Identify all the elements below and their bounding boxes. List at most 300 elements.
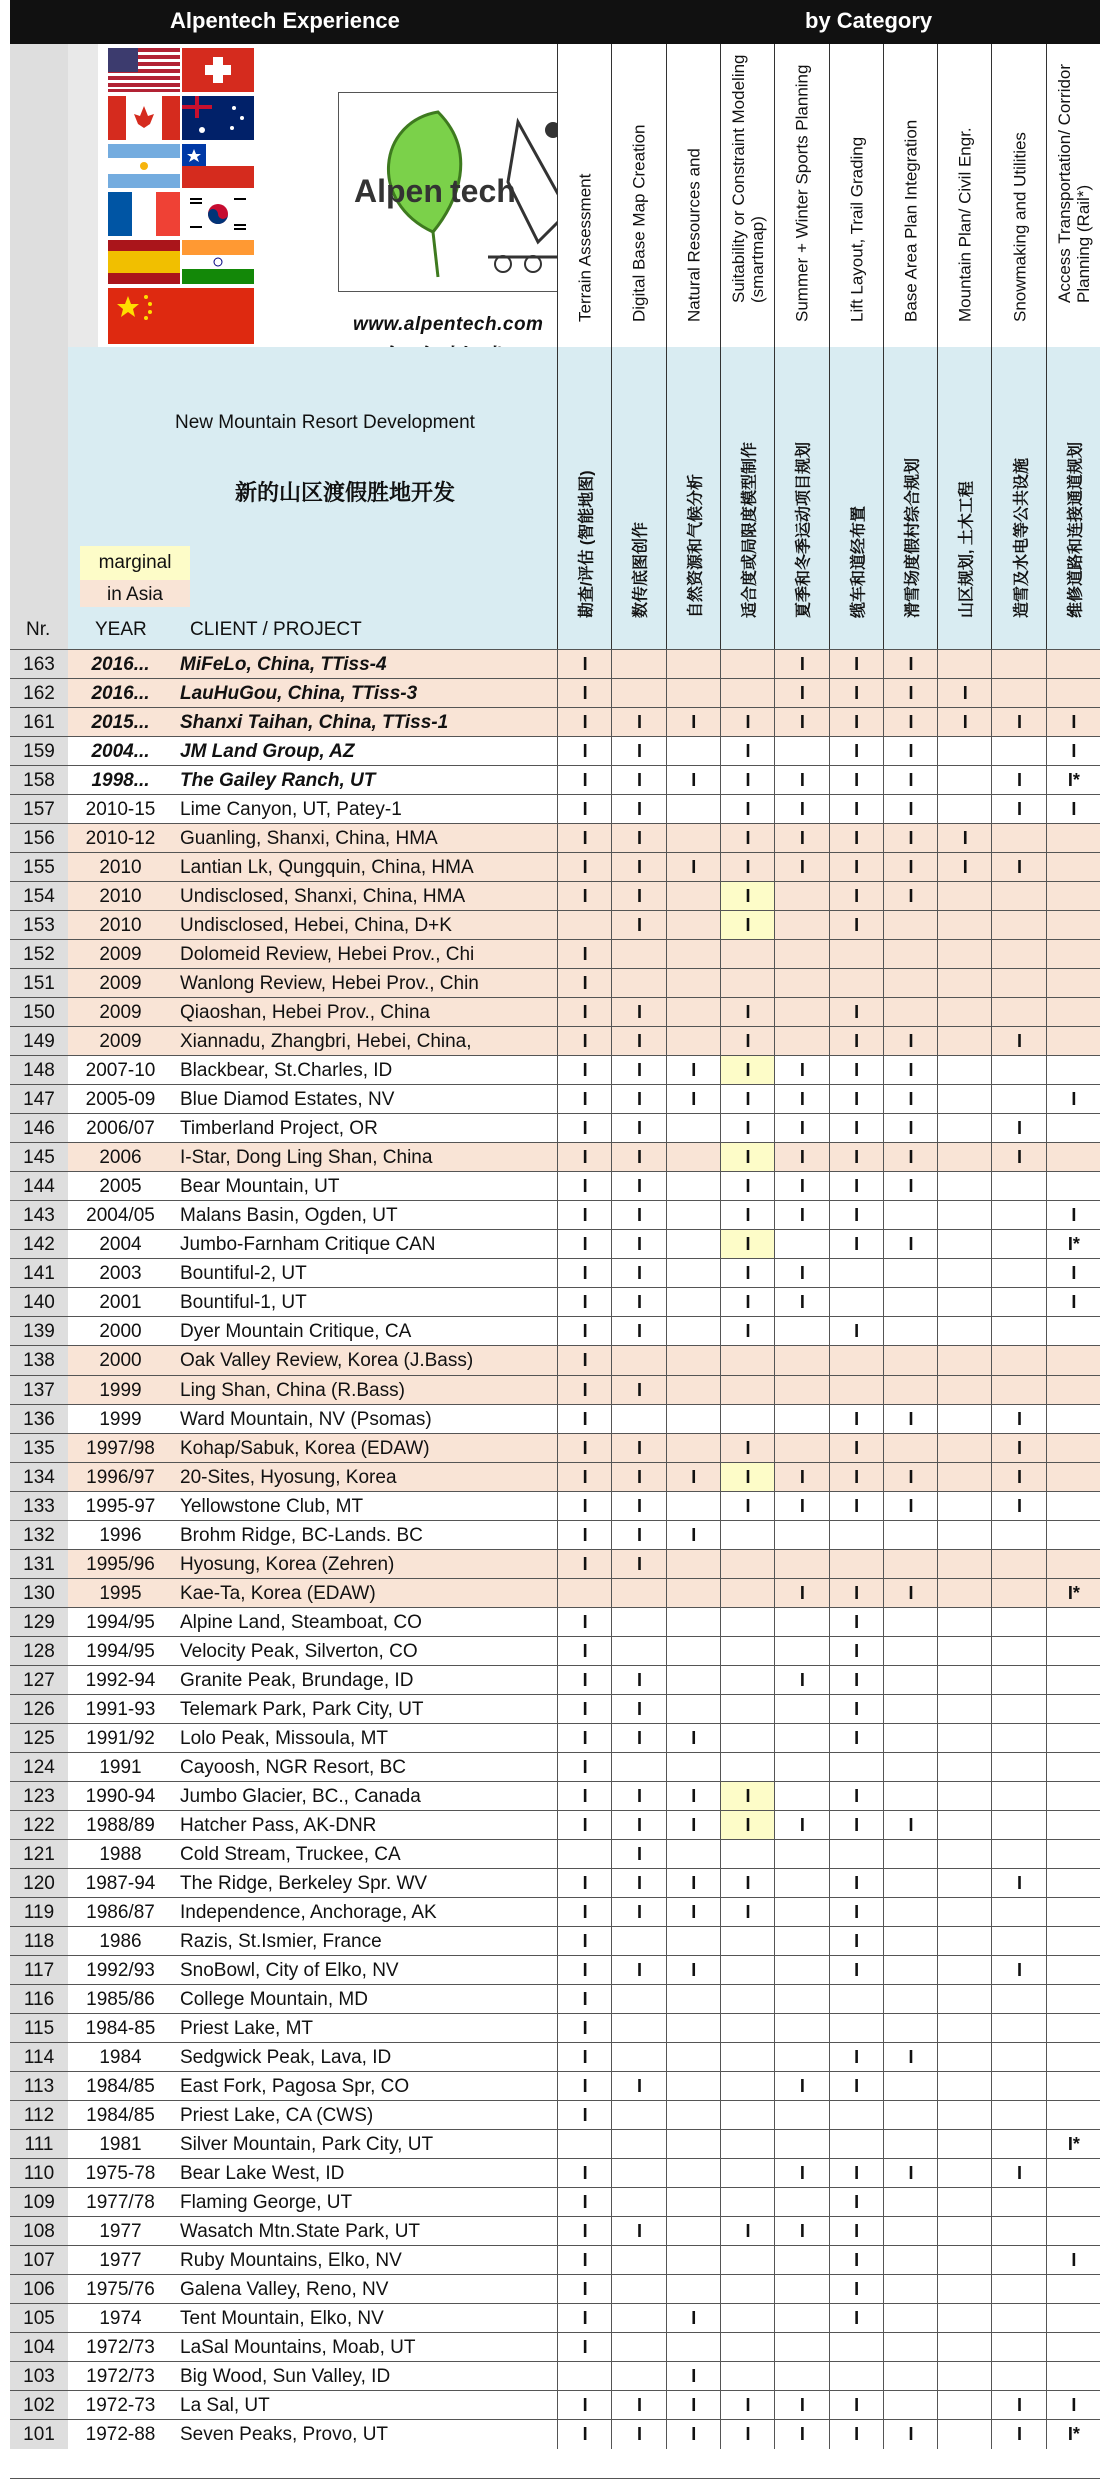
row-cell: I xyxy=(720,1114,775,1143)
row-cell: I xyxy=(774,1492,829,1521)
row-year: 2010-15 xyxy=(85,799,156,821)
row-cell xyxy=(1046,1550,1100,1579)
row-cell xyxy=(774,737,829,766)
row-nr: 131 xyxy=(10,1550,68,1579)
row-cell: I* xyxy=(1046,2130,1100,2159)
table-row xyxy=(10,939,1100,969)
row-cell: I xyxy=(774,708,829,737)
category-label-en: Digital Base Map Creation xyxy=(629,124,649,322)
row-cell: I xyxy=(666,1724,721,1753)
row-cell xyxy=(720,2275,775,2304)
row-client: Kae-Ta, Korea (EDAW) xyxy=(180,1582,376,1604)
row-cell: I xyxy=(883,1492,938,1521)
row-cell: I xyxy=(666,2304,721,2333)
row-cell xyxy=(666,1666,721,1695)
row-client: Cayoosh, NGR Resort, BC xyxy=(180,1756,406,1778)
category-header-cn-5 xyxy=(774,347,829,649)
row-cell: I xyxy=(557,1230,612,1259)
row-client: Granite Peak, Brundage, ID xyxy=(180,1669,414,1691)
row-cell: I xyxy=(557,1666,612,1695)
row-cell: I xyxy=(774,679,829,708)
row-nr: 142 xyxy=(10,1230,68,1259)
row-client: JM Land Group, AZ xyxy=(180,741,355,763)
row-cell: I xyxy=(557,795,612,824)
row-cell xyxy=(883,1927,938,1956)
row-cell: I xyxy=(557,1056,612,1085)
row-cell xyxy=(937,2130,992,2159)
row-cell: I xyxy=(829,1463,884,1492)
row-cell: I xyxy=(720,795,775,824)
category-label-cn: 缆车和道经布置 xyxy=(850,505,868,618)
row-nr: 147 xyxy=(10,1085,68,1114)
row-cell xyxy=(991,2333,1046,2362)
row-cell xyxy=(1046,998,1100,1027)
row-cell xyxy=(937,650,992,679)
row-cell: I xyxy=(611,2391,666,2420)
row-cell: I xyxy=(557,708,612,737)
row-nr: 155 xyxy=(10,853,68,882)
row-cell: I xyxy=(720,1898,775,1927)
table-row xyxy=(10,1926,1100,1956)
row-cell: I xyxy=(611,1492,666,1521)
row-client: Dolomeid Review, Hebei Prov., Chi xyxy=(180,944,475,966)
row-client: Dyer Mountain Critique, CA xyxy=(180,1321,412,1343)
row-cell xyxy=(937,1521,992,1550)
row-cell xyxy=(774,1869,829,1898)
row-cell xyxy=(774,2130,829,2159)
row-cell: I xyxy=(720,1869,775,1898)
row-cell xyxy=(1046,650,1100,679)
title-bar xyxy=(10,0,1100,44)
row-cell: I xyxy=(611,1724,666,1753)
row-cell xyxy=(611,1985,666,2014)
table-row xyxy=(10,1229,1100,1259)
usa-flag-icon xyxy=(108,48,180,92)
row-client: Telemark Park, Park City, UT xyxy=(180,1698,424,1720)
row-cell: I xyxy=(883,1463,938,1492)
row-client: Jumbo Glacier, BC., Canada xyxy=(180,1785,421,1807)
row-cell: I xyxy=(774,853,829,882)
row-cell xyxy=(829,969,884,998)
row-cell: I xyxy=(774,1114,829,1143)
logo-panel xyxy=(98,44,550,347)
row-cell: I xyxy=(557,1172,612,1201)
row-cell: I xyxy=(611,795,666,824)
row-cell xyxy=(991,2304,1046,2333)
category-header-5 xyxy=(774,44,829,347)
row-cell xyxy=(1046,1985,1100,2014)
row-client: Alpine Land, Steamboat, CO xyxy=(180,1611,422,1633)
row-cell xyxy=(1046,1027,1100,1056)
table-row xyxy=(10,736,1100,766)
row-cell: I xyxy=(611,2420,666,2449)
row-cell xyxy=(774,1521,829,1550)
table-row xyxy=(10,1491,1100,1521)
row-cell xyxy=(1046,1521,1100,1550)
row-cell xyxy=(883,2362,938,2391)
row-cell xyxy=(1046,1143,1100,1172)
row-cell xyxy=(829,1288,884,1317)
row-client: East Fork, Pagosa Spr, CO xyxy=(180,2075,410,2097)
row-nr: 121 xyxy=(10,1840,68,1869)
row-cell: I xyxy=(557,2014,612,2043)
row-cell xyxy=(611,1637,666,1666)
category-label-cn: 适合度或局限度模型制作 xyxy=(741,441,759,618)
row-cell xyxy=(883,2130,938,2159)
row-client: Wasatch Mtn.State Park, UT xyxy=(180,2221,421,2243)
row-cell xyxy=(883,2072,938,2101)
row-cell xyxy=(883,1201,938,1230)
row-cell: I xyxy=(774,824,829,853)
row-cell xyxy=(991,1346,1046,1375)
row-year: 1986 xyxy=(99,1930,142,1952)
row-cell: I xyxy=(611,1317,666,1346)
row-cell: I xyxy=(557,2333,612,2362)
row-cell: I xyxy=(774,1085,829,1114)
row-cell xyxy=(1046,2333,1100,2362)
row-nr: 150 xyxy=(10,998,68,1027)
row-cell: I xyxy=(720,1317,775,1346)
row-cell xyxy=(1046,1463,1100,1492)
row-nr: 105 xyxy=(10,2304,68,2333)
category-label-cn: 山区规划, 土木工程 xyxy=(958,481,976,618)
row-nr: 117 xyxy=(10,1956,68,1985)
row-nr: 120 xyxy=(10,1869,68,1898)
row-cell: I xyxy=(991,708,1046,737)
row-cell xyxy=(937,1985,992,2014)
row-nr: 114 xyxy=(10,2043,68,2072)
row-cell: I xyxy=(829,853,884,882)
row-cell xyxy=(557,911,612,940)
row-cell xyxy=(666,1172,721,1201)
category-header-cn-4 xyxy=(720,347,775,649)
row-cell: I xyxy=(611,1114,666,1143)
row-cell xyxy=(829,1840,884,1869)
row-cell xyxy=(883,1637,938,1666)
row-cell xyxy=(937,1317,992,1346)
row-cell xyxy=(774,2275,829,2304)
row-cell xyxy=(666,2275,721,2304)
row-cell xyxy=(774,882,829,911)
row-cell xyxy=(1046,2159,1100,2188)
row-cell xyxy=(937,1637,992,1666)
row-cell xyxy=(991,737,1046,766)
row-client: Priest Lake, CA (CWS) xyxy=(180,2105,374,2126)
spain-flag-icon xyxy=(108,240,180,284)
row-cell: I xyxy=(829,1056,884,1085)
row-cell xyxy=(1046,1434,1100,1463)
row-cell: I xyxy=(557,1376,612,1405)
row-cell xyxy=(829,1346,884,1375)
row-cell xyxy=(720,1985,775,2014)
row-cell: I xyxy=(720,853,775,882)
row-cell xyxy=(720,1608,775,1637)
row-cell: I xyxy=(774,1463,829,1492)
row-cell: I xyxy=(611,1085,666,1114)
row-cell: I xyxy=(611,1143,666,1172)
table-row xyxy=(10,2303,1100,2333)
row-cell xyxy=(991,969,1046,998)
row-cell xyxy=(1046,1782,1100,1811)
row-year: 1988/89 xyxy=(86,1814,155,1836)
category-label-cn: 造雪及水电等公共设施 xyxy=(1013,457,1031,618)
row-client: Velocity Peak, Silverton, CO xyxy=(180,1640,418,1662)
table-row xyxy=(10,881,1100,911)
row-cell: I xyxy=(720,766,775,795)
row-cell xyxy=(611,1927,666,1956)
category-header-cn-6 xyxy=(829,347,884,649)
row-client: Lime Canyon, UT, Patey-1 xyxy=(180,799,402,821)
row-nr: 158 xyxy=(10,766,68,795)
row-nr: 132 xyxy=(10,1521,68,1550)
row-cell xyxy=(611,969,666,998)
row-cell xyxy=(829,940,884,969)
row-cell: I xyxy=(557,1550,612,1579)
row-cell: I xyxy=(611,737,666,766)
row-cell: I xyxy=(611,998,666,1027)
category-header-1 xyxy=(557,44,612,347)
row-cell xyxy=(883,1840,938,1869)
row-cell xyxy=(883,1521,938,1550)
row-cell: I xyxy=(557,1985,612,2014)
row-cell: I xyxy=(774,2217,829,2246)
table-row xyxy=(10,765,1100,795)
row-cell xyxy=(991,1811,1046,1840)
row-client: Undisclosed, Hebei, China, D+K xyxy=(180,915,452,937)
row-cell: I xyxy=(829,1811,884,1840)
row-cell xyxy=(991,2188,1046,2217)
row-cell: I xyxy=(611,1288,666,1317)
row-cell: I xyxy=(991,1869,1046,1898)
row-cell: I xyxy=(666,1463,721,1492)
row-year: 1992-94 xyxy=(85,1669,156,1691)
row-cell xyxy=(720,2130,775,2159)
row-year: 1972-88 xyxy=(85,2424,156,2446)
nr-strip xyxy=(10,44,68,649)
row-cell: I xyxy=(829,1434,884,1463)
row-nr: 110 xyxy=(10,2159,68,2188)
row-nr: 135 xyxy=(10,1434,68,1463)
row-year: 1972/73 xyxy=(86,2366,155,2388)
row-cell xyxy=(666,2217,721,2246)
legend-in-asia: in Asia xyxy=(80,580,190,610)
table-row xyxy=(10,1665,1100,1695)
row-nr: 103 xyxy=(10,2362,68,2391)
row-cell: I xyxy=(883,1579,938,1608)
row-cell: I xyxy=(557,679,612,708)
row-cell: I xyxy=(557,824,612,853)
table-row xyxy=(10,1723,1100,1753)
row-client: Bountiful-1, UT xyxy=(180,1292,307,1314)
table-row xyxy=(10,707,1100,737)
row-cell: I xyxy=(829,1317,884,1346)
row-cell: I xyxy=(720,1172,775,1201)
row-cell: I xyxy=(883,1114,938,1143)
row-cell xyxy=(991,2043,1046,2072)
row-cell xyxy=(666,1492,721,1521)
row-cell xyxy=(720,679,775,708)
korea-flag-icon xyxy=(182,192,254,236)
row-year: 2010 xyxy=(99,857,142,879)
row-cell xyxy=(774,1434,829,1463)
row-client: Bountiful-2, UT xyxy=(180,1263,307,1285)
row-cell: I xyxy=(883,882,938,911)
row-cell xyxy=(774,2043,829,2072)
sheet-title: Alpentech Experience xyxy=(170,8,400,33)
row-cell xyxy=(611,1579,666,1608)
row-year: 2000 xyxy=(99,1350,142,1372)
row-cell xyxy=(829,1521,884,1550)
row-cell: I xyxy=(829,2246,884,2275)
category-header-cn-2 xyxy=(611,347,666,649)
row-cell xyxy=(774,940,829,969)
row-cell xyxy=(991,1201,1046,1230)
row-cell: I xyxy=(720,1259,775,1288)
row-cell: I xyxy=(829,1695,884,1724)
row-cell: I xyxy=(557,2188,612,2217)
row-cell xyxy=(1046,2275,1100,2304)
row-cell: I xyxy=(557,1288,612,1317)
row-cell: I xyxy=(611,1521,666,1550)
row-cell xyxy=(774,1027,829,1056)
table-row xyxy=(10,1578,1100,1608)
row-cell xyxy=(720,2043,775,2072)
row-cell xyxy=(991,1550,1046,1579)
row-year: 2010-12 xyxy=(85,828,156,850)
row-cell xyxy=(829,1985,884,2014)
row-cell xyxy=(991,1666,1046,1695)
row-cell xyxy=(1046,1172,1100,1201)
row-cell xyxy=(774,2362,829,2391)
row-cell: I xyxy=(557,2420,612,2449)
argentina-flag-icon xyxy=(108,144,180,188)
row-cell: I xyxy=(829,1782,884,1811)
row-cell: I xyxy=(829,911,884,940)
row-cell xyxy=(937,2333,992,2362)
row-cell xyxy=(991,1695,1046,1724)
row-cell: I xyxy=(774,795,829,824)
row-cell: I xyxy=(937,824,992,853)
row-cell: I xyxy=(883,824,938,853)
row-cell xyxy=(720,1405,775,1434)
row-cell xyxy=(883,2014,938,2043)
row-cell xyxy=(611,2101,666,2130)
row-cell xyxy=(666,2072,721,2101)
row-cell xyxy=(666,1985,721,2014)
row-cell: I xyxy=(774,1811,829,1840)
row-nr: 104 xyxy=(10,2333,68,2362)
row-cell: I xyxy=(557,1085,612,1114)
table-row xyxy=(10,1404,1100,1434)
row-cell: I xyxy=(611,1172,666,1201)
row-cell xyxy=(666,2043,721,2072)
logo-url: www.alpentech.com xyxy=(353,314,544,335)
row-cell xyxy=(883,1434,938,1463)
legend-marginal: marginal xyxy=(80,546,190,580)
row-cell xyxy=(611,2362,666,2391)
table-row xyxy=(10,678,1100,708)
row-cell xyxy=(991,1579,1046,1608)
table-row xyxy=(10,1810,1100,1840)
row-cell: I xyxy=(557,1027,612,1056)
row-cell xyxy=(720,2159,775,2188)
row-cell xyxy=(991,1259,1046,1288)
row-year: 1991 xyxy=(99,1756,142,1778)
row-cell xyxy=(666,2101,721,2130)
row-cell xyxy=(883,1608,938,1637)
row-cell xyxy=(937,969,992,998)
row-cell: I xyxy=(557,1695,612,1724)
row-client: Undisclosed, Shanxi, China, HMA xyxy=(180,886,466,908)
row-year: 2009 xyxy=(99,973,142,995)
row-cell xyxy=(666,824,721,853)
row-cell xyxy=(666,1608,721,1637)
row-cell: I xyxy=(611,708,666,737)
row-cell xyxy=(991,1376,1046,1405)
row-cell: I xyxy=(557,1869,612,1898)
row-cell xyxy=(774,1230,829,1259)
row-cell xyxy=(611,1608,666,1637)
row-cell xyxy=(883,1753,938,1782)
row-cell xyxy=(829,1753,884,1782)
row-cell xyxy=(720,940,775,969)
row-cell xyxy=(1046,2304,1100,2333)
row-client: La Sal, UT xyxy=(180,2395,270,2417)
row-nr: 137 xyxy=(10,1376,68,1405)
row-year: 1996/97 xyxy=(86,1466,155,1488)
row-cell xyxy=(774,1927,829,1956)
row-cell: I xyxy=(883,1056,938,1085)
row-cell: I xyxy=(829,737,884,766)
row-cell xyxy=(937,2188,992,2217)
row-cell xyxy=(991,1840,1046,1869)
row-nr: 148 xyxy=(10,1056,68,1085)
row-cell: I xyxy=(829,1869,884,1898)
row-client: Oak Valley Review, Korea (J.Bass) xyxy=(180,1350,474,1372)
row-cell: I xyxy=(557,1259,612,1288)
row-year: 1997/98 xyxy=(86,1437,155,1459)
row-year: 1999 xyxy=(99,1379,142,1401)
row-cell: I xyxy=(883,1143,938,1172)
row-year: 1998... xyxy=(91,770,150,792)
row-cell: I xyxy=(557,969,612,998)
row-cell xyxy=(991,1172,1046,1201)
row-cell: I xyxy=(1046,708,1100,737)
row-cell xyxy=(991,2101,1046,2130)
row-cell: I xyxy=(991,1143,1046,1172)
row-cell: I xyxy=(557,1782,612,1811)
row-cell: I xyxy=(557,1434,612,1463)
row-cell xyxy=(1046,1492,1100,1521)
row-client: MiFeLo, China, TTiss-4 xyxy=(180,654,387,675)
row-year: 2004... xyxy=(91,741,150,763)
row-cell xyxy=(883,1695,938,1724)
row-cell xyxy=(883,911,938,940)
row-cell xyxy=(1046,1695,1100,1724)
row-cell xyxy=(937,911,992,940)
row-cell xyxy=(774,2188,829,2217)
row-year: 1977 xyxy=(99,2250,142,2272)
row-year: 1974 xyxy=(99,2308,142,2330)
row-cell xyxy=(1046,1056,1100,1085)
row-year: 2000 xyxy=(99,1321,142,1343)
row-cell xyxy=(937,1811,992,1840)
row-cell xyxy=(720,2072,775,2101)
row-year: 2006/07 xyxy=(86,1118,155,1140)
table-row xyxy=(10,2361,1100,2391)
row-cell: I xyxy=(720,1201,775,1230)
row-cell xyxy=(991,1608,1046,1637)
